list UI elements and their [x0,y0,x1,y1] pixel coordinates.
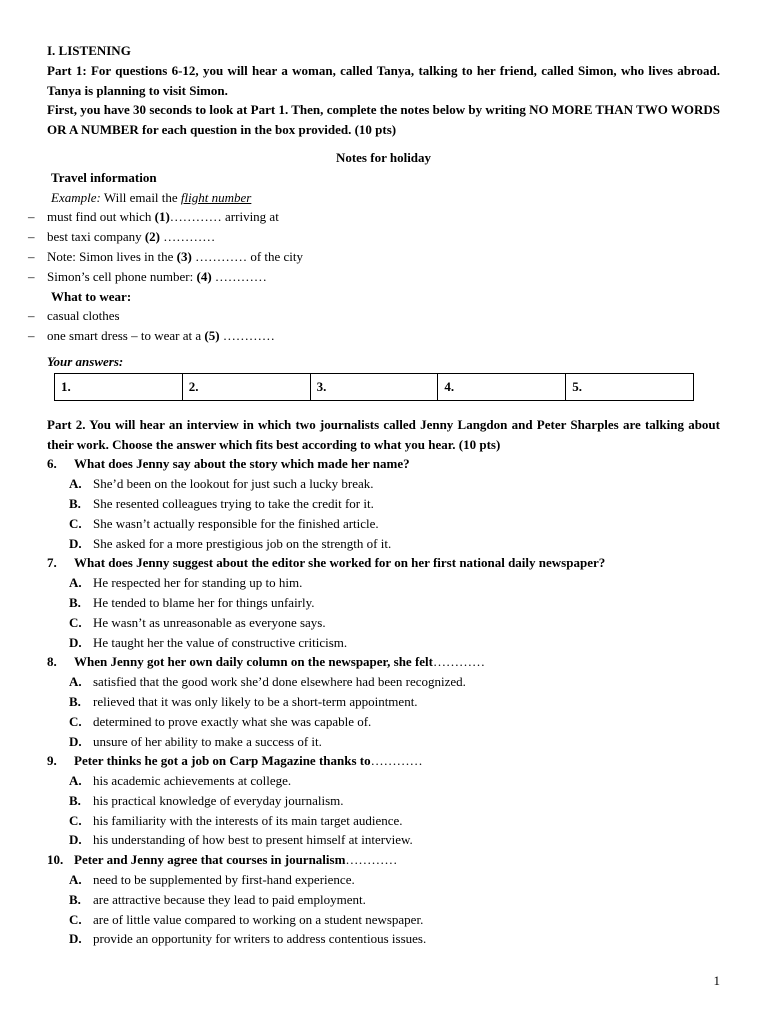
option-text: his understanding of how best to present himself at interview. [93,832,413,848]
option-letter: D. [69,733,82,749]
answer-cell[interactable]: 1. [55,373,183,400]
option-letter: D. [69,832,82,848]
option-text: relieved that it was only likely to be a short-term appointment. [93,693,418,709]
option-letter: C. [69,812,82,828]
question-number: 7. [47,555,57,571]
part1-instruction: First, you have 30 seconds to look at Part 1. Then, complete the notes below by writing NO MORE THAN TWO WORDS OR A NUMBER for each question in the box provided. (10 pts) [47,102,720,138]
option-letter: D. [69,634,82,650]
wear-item: – one smart dress – to wear at a (5) ………… [47,326,720,346]
answer-option[interactable] [47,633,720,653]
answer-option[interactable] [47,811,720,831]
answer-option[interactable] [47,474,720,494]
part1-intro: Part 1: For questions 6-12, you will hear a woman, called Tanya, talking to her friend, called Simon, who lives abroad. Tanya is planning to visit Simon. [47,62,720,98]
answer-table [54,373,694,401]
answer-option[interactable] [47,613,720,633]
answer-cell[interactable]: 3. [310,373,438,400]
answer-option[interactable] [47,534,720,554]
question-text: What does Jenny say about the story which made her name? [74,456,410,472]
answer-option[interactable] [47,573,720,593]
answer-option[interactable] [47,692,720,712]
option-text: unsure of her ability to make a success of it. [93,733,322,749]
answer-option[interactable] [47,830,720,850]
answer-option[interactable] [47,732,720,752]
answer-option[interactable] [47,929,720,949]
option-letter: B. [69,495,81,511]
question-number: 8. [47,654,57,670]
question [47,553,720,573]
question-number: 9. [47,753,57,769]
option-text: are of little value compared to working on a student newspaper. [93,911,424,927]
option-text: his familiarity with the interests of its main target audience. [93,812,403,828]
question-text: What does Jenny suggest about the editor she worked for on her first national daily newspaper? [74,555,606,571]
option-text: his academic achievements at college. [93,773,292,789]
answer-option[interactable] [47,870,720,890]
question: 9. Peter thinks he got a job on Carp Magazine thanks to………… [47,751,720,771]
option-letter: C. [69,713,82,729]
option-text: satisfied that the good work she’d done elsewhere had been recognized. [93,674,466,690]
option-letter: D. [69,931,82,947]
option-text: She wasn’t actually responsible for the finished article. [93,515,379,531]
option-letter: A. [69,476,82,492]
option-text: his practical knowledge of everyday journalism. [93,792,344,808]
question [47,454,720,474]
blank-number: (2) [144,229,161,245]
answer-option[interactable] [47,910,720,930]
question: 8. When Jenny got her own daily column on the newspaper, she felt………… [47,652,720,672]
option-text: She’d been on the lookout for just such a lucky break. [93,476,374,492]
blank-number: (3) [176,248,192,264]
option-text: She resented colleagues trying to take the credit for it. [93,495,374,511]
question: 10. Peter and Jenny agree that courses in journalism………… [47,850,720,870]
option-letter: C. [69,911,82,927]
travel-item: – Simon’s cell phone number: (4) ………… [47,267,720,287]
answer-row [55,373,694,400]
travel-item: – Note: Simon lives in the (3) ………… of the city [47,247,720,267]
option-letter: B. [69,693,81,709]
example-line: Example: Will email the flight number [51,189,252,205]
answers-label: Your answers: [47,353,124,369]
answer-option[interactable] [47,593,720,613]
blank-number: (4) [196,268,212,284]
option-letter: A. [69,674,82,690]
question-list [47,454,720,949]
wear-item: – casual clothes [47,306,720,326]
answer-option[interactable] [47,514,720,534]
question-number: 10. [47,852,64,868]
blank-number: (1) [154,209,170,225]
section-title: I. LISTENING [47,43,131,58]
answer-option[interactable] [47,890,720,910]
option-text: He wasn’t as unreasonable as everyone says. [93,614,326,630]
option-letter: A. [69,872,82,888]
option-text: He respected her for standing up to him. [93,575,303,591]
travel-heading: Travel information [51,169,157,185]
option-letter: C. [69,614,82,630]
answer-option[interactable] [47,494,720,514]
blank-number: (5) [204,328,220,344]
page-number: 1 [713,973,720,988]
wear-heading: What to wear: [51,288,132,304]
option-letter: B. [69,792,81,808]
option-text: He taught her the value of constructive criticism. [93,634,348,650]
wear-list [47,306,720,346]
answer-cell[interactable]: 5. [566,373,694,400]
option-letter: A. [69,575,82,591]
question-number: 6. [47,456,57,472]
option-letter: D. [69,535,82,551]
option-text: She asked for a more prestigious job on the strength of it. [93,535,392,551]
option-text: He tended to blame her for things unfairly. [93,594,315,610]
question-text: Peter and Jenny agree that courses in journalism [74,852,346,868]
option-letter: B. [69,891,81,907]
example-answer: flight number [180,189,252,205]
worksheet-page [47,41,720,949]
answer-cell[interactable]: 4. [438,373,566,400]
answer-option[interactable] [47,771,720,791]
travel-list [47,207,720,286]
answer-option[interactable] [47,791,720,811]
answer-cell[interactable]: 2. [182,373,310,400]
notes-title: Notes for holiday [335,149,432,165]
option-letter: A. [69,773,82,789]
option-text: determined to prove exactly what she was capable of. [93,713,372,729]
option-text: provide an opportunity for writers to address contentious issues. [93,931,427,947]
travel-item: – must find out which (1)………… arriving at [47,207,720,227]
option-text: need to be supplemented by first-hand experience. [93,872,355,888]
travel-item: – best taxi company (2) ………… [47,227,720,247]
option-letter: B. [69,594,81,610]
part2-intro: Part 2. You will hear an interview in which two journalists called Jenny Langdon and Peter Sharples are talking about their work. Choose the answer which fits best according to what you hear. (10 pts) [47,416,720,452]
question-text: When Jenny got her own daily column on the newspaper, she felt [74,654,433,670]
question-text: Peter thinks he got a job on Carp Magazine thanks to [74,753,371,769]
option-text: are attractive because they lead to paid employment. [93,891,366,907]
answer-option[interactable] [47,712,720,732]
option-letter: C. [69,515,82,531]
answer-option[interactable] [47,672,720,692]
